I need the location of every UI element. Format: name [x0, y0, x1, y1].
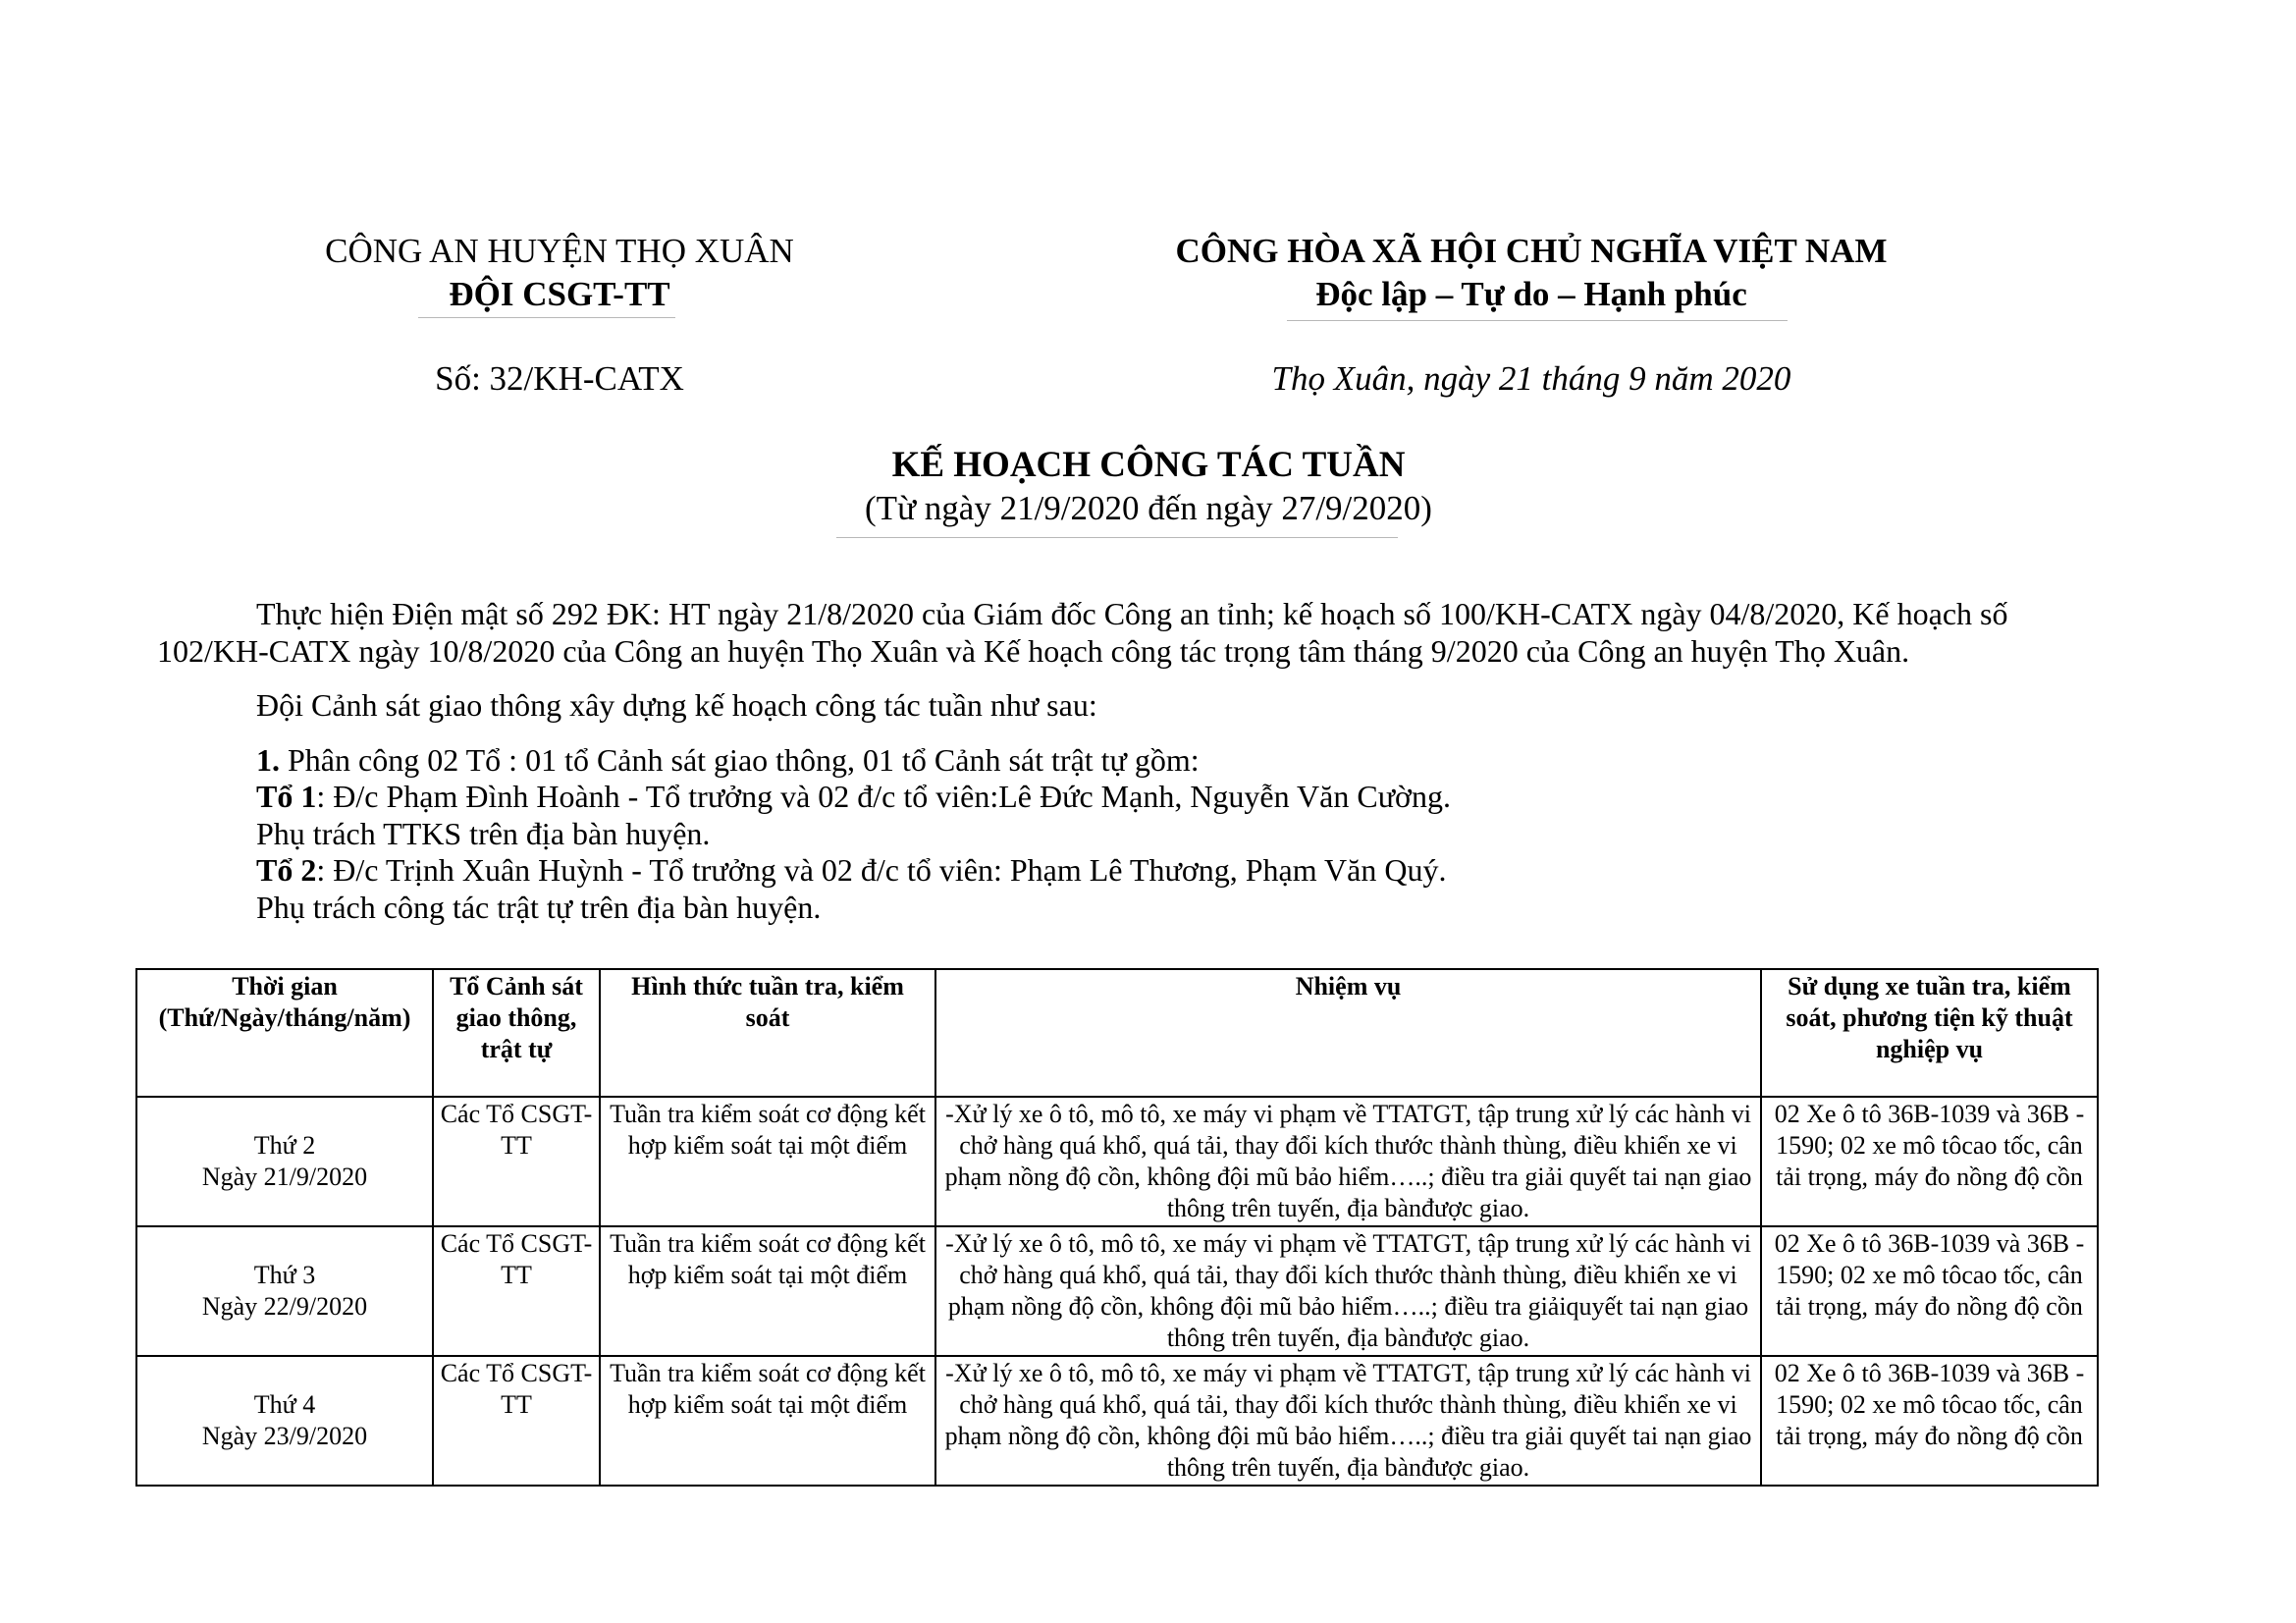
section-1-number: 1. [256, 742, 280, 778]
cell-date: Ngày 21/9/2020 [201, 1163, 368, 1191]
national-title: CÔNG HÒA XÃ HỘI CHỦ NGHĨA VIỆT NAM [1175, 232, 1888, 270]
header-equipment: Sử dụng xe tuần tra, kiểm soát, phương tiện kỹ thuật nghiệp vụ [1761, 969, 2098, 1097]
issuing-unit: ĐỘI CSGT-TT [449, 275, 670, 313]
team-1-duty: Phụ trách TTKS trên địa bàn huyện. [256, 816, 711, 851]
cell-equipment: 02 Xe ô tô 36B-1039 và 36B - 1590; 02 xe mô tôcao tốc, cân tải trọng, máy đo nồng độ cồn [1761, 1226, 2098, 1356]
team-1 [256, 779, 1451, 815]
cell-team: Các Tổ CSGT-TT [433, 1356, 600, 1486]
team-2-duty: Phụ trách công tác trật tự trên địa bàn huyện. [256, 890, 822, 925]
header-task: Nhiệm vụ [935, 969, 1761, 1097]
table-row [136, 1356, 2098, 1486]
cell-day: Thứ 3 [253, 1261, 316, 1289]
table-row [136, 1097, 2098, 1226]
intro-paragraph-line2: 102/KH-CATX ngày 10/8/2020 của Công an huyện Thọ Xuân và Kế hoạch công tác trọng tâm tháng 9/2020 của Công an huyện Thọ Xuân. [157, 633, 1910, 669]
motto-underline [1287, 320, 1788, 321]
intro-paragraph-line1: Thực hiện Điện mật số 292 ĐK: HT ngày 21/8/2020 của Giám đốc Công an tỉnh; kế hoạch số 100/KH-CATX ngày 04/8/2020, Kế hoạch số [256, 596, 2008, 631]
header-time: Thời gian (Thứ/Ngày/tháng/năm) [136, 969, 433, 1097]
cell-patrol-form: Tuần tra kiểm soát cơ động kết hợp kiểm soát tại một điểm [600, 1097, 935, 1226]
cell-time [136, 1097, 433, 1226]
cell-equipment: 02 Xe ô tô 36B-1039 và 36B - 1590; 02 xe mô tôcao tốc, cân tải trọng, máy đo nồng độ cồn [1761, 1097, 2098, 1226]
team-1-text: : Đ/c Phạm Đình Hoành - Tổ trưởng và 02 đ/c tổ viên:Lê Đức Mạnh, Nguyễn Văn Cường. [316, 779, 1451, 814]
document-period: (Từ ngày 21/9/2020 đến ngày 27/9/2020) [865, 489, 1432, 527]
national-motto: Độc lập – Tự do – Hạnh phúc [1315, 275, 1747, 313]
cell-patrol-form: Tuần tra kiểm soát cơ động kết hợp kiểm soát tại một điểm [600, 1356, 935, 1486]
table-row [136, 1226, 2098, 1356]
cell-task: -Xử lý xe ô tô, mô tô, xe máy vi phạm về TTATGT, tập trung xử lý các hành vi chở hàng quá khổ, quá tải, thay đổi kích thước thành thùng, điều khiển xe vi phạm nồng độ cồn, không đội mũ bảo hiểm…..; điều tra giải quyết tai nạn giao thông trên tuyến, địa bànđược giao. [935, 1356, 1761, 1486]
cell-day: Thứ 4 [253, 1390, 316, 1419]
cell-task: -Xử lý xe ô tô, mô tô, xe máy vi phạm về TTATGT, tập trung xử lý các hành vi chở hàng quá khổ, quá tải, thay đổi kích thước thành thùng, điều khiển xe vi phạm nồng độ cồn, không đội mũ bảo hiểm…..; điều tra giảiquyết tai nạn giao thông trên tuyến, địa bànđược giao. [935, 1226, 1761, 1356]
team-2-label: Tổ 2 [256, 852, 317, 888]
team-2 [256, 852, 1446, 889]
cell-task: -Xử lý xe ô tô, mô tô, xe máy vi phạm về TTATGT, tập trung xử lý các hành vi chở hàng quá khổ, quá tải, thay đổi kích thước thành thùng, điều khiển xe vi phạm nồng độ cồn, không đội mũ bảo hiểm…..; điều tra giải quyết tai nạn giao thông trên tuyến, địa bànđược giao. [935, 1097, 1761, 1226]
cell-date: Ngày 23/9/2020 [201, 1422, 368, 1450]
cell-time [136, 1226, 433, 1356]
team-2-text: : Đ/c Trịnh Xuân Huỳnh - Tổ trưởng và 02 đ/c tổ viên: Phạm Lê Thương, Phạm Văn Quý. [316, 852, 1447, 888]
cell-day: Thứ 2 [253, 1131, 316, 1160]
table-header-row [136, 969, 2098, 1097]
header-patrol-form: Hình thức tuần tra, kiểm soát [600, 969, 935, 1097]
cell-date: Ngày 22/9/2020 [201, 1292, 368, 1321]
unit-underline [418, 317, 675, 318]
document-title: KẾ HOẠCH CÔNG TÁC TUẦN [891, 445, 1406, 485]
cell-equipment: 02 Xe ô tô 36B-1039 và 36B - 1590; 02 xe mô tôcao tốc, cân tải trọng, máy đo nồng độ cồn [1761, 1356, 2098, 1486]
cell-team: Các Tổ CSGT-TT [433, 1226, 600, 1356]
period-underline [836, 537, 1398, 538]
section-1 [256, 742, 1200, 779]
issuing-agency: CÔNG AN HUYỆN THỌ XUÂN [325, 232, 794, 270]
cell-team: Các Tổ CSGT-TT [433, 1097, 600, 1226]
cell-time [136, 1356, 433, 1486]
team-1-label: Tổ 1 [256, 779, 317, 814]
header-team: Tổ Cảnh sát giao thông, trật tự [433, 969, 600, 1097]
document-number: Số: 32/KH-CATX [435, 359, 684, 398]
cell-patrol-form: Tuần tra kiểm soát cơ động kết hợp kiểm soát tại một điểm [600, 1226, 935, 1356]
plan-statement: Đội Cảnh sát giao thông xây dựng kế hoạch công tác tuần như sau: [256, 687, 1097, 723]
place-date: Thọ Xuân, ngày 21 tháng 9 năm 2020 [1271, 359, 1791, 398]
weekly-schedule-table [135, 968, 2099, 1487]
section-1-text: Phân công 02 Tổ : 01 tổ Cảnh sát giao thông, 01 tổ Cảnh sát trật tự gồm: [280, 742, 1200, 778]
